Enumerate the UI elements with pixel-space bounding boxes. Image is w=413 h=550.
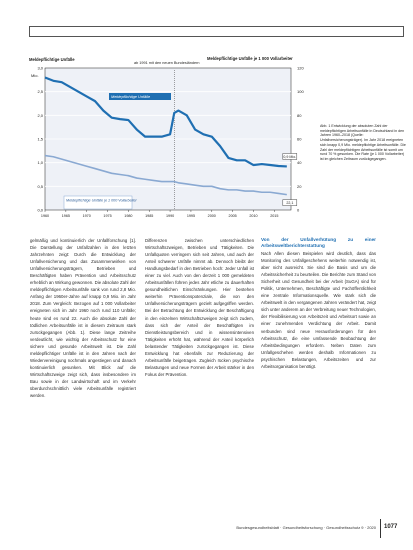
top-banner <box>29 26 404 37</box>
x-tick-label: 2010 <box>249 214 258 218</box>
x-tick-label: 1985 <box>145 214 154 218</box>
text-column-3 <box>261 237 376 370</box>
left-tick-label: 2,0 <box>37 112 43 118</box>
right-tick-label: 0 <box>297 207 300 213</box>
journal-footer: Bundesgesundheitsblatt · Gesundheitsforschung · Gesundheitsschutz 9 · 2020 <box>236 525 376 530</box>
left-tick-label: 1,0 <box>37 160 43 166</box>
x-tick-label: 2000 <box>207 214 216 218</box>
right-tick-label: 60 <box>297 136 302 142</box>
figure-caption: Abb. 1 Entwicklung der absoluten Zahl der meldepflichtigen Arbeitsunfälle in Deutschland in den Jahren 1960–2018 (Quelle: Unfallversicherungsträger). Im Jahr 2018 ereigneten sich knapp 0,9 Mio. meldepflichtige Arbeitsunfälle. Die Zahl der meldepflichtigen Arbeitsunfälle ist somit um rund 70 % gesunken. Die Rate (je 1 000 Vollarbeiter) ist im gleichen Zeitraum zurückgegangen. <box>320 124 406 161</box>
right-tick-label: 100 <box>297 89 304 95</box>
right-axis-title: Meldepflichtige Unfälle je 1 000 Vollarbeiter <box>207 56 293 61</box>
accident-chart <box>29 52 319 227</box>
left-tick-label: 0,5 <box>37 183 43 189</box>
footer-divider <box>380 519 381 538</box>
right-tick-label: 120 <box>297 65 304 71</box>
page-number: 1077 <box>384 524 398 530</box>
x-tick-label: 1980 <box>124 214 133 218</box>
x-tick-label: 1990 <box>165 214 175 218</box>
x-tick-label: 1975 <box>103 214 112 218</box>
x-tick-label: 1995 <box>186 214 196 218</box>
column-2-text: Differenzen zwischen unterschiedlichen Wirtschaftszweigen, Betrieben und Tätigkeiten. Die Unfallquoten verringern sich seit Jahren, und auch der Anteil schwerer Unfälle nimmt ab. Dennoch bleibt der Handlungsbedarf in den Betrieben hoch: Jeder Unfall ist einer zu viel. Auch von den derzeit 1 000 gemeldeten Arbeitsunfällen führen jedes Jahr etliche zu dauerhaften gesundheitlichen Einschränkungen. Hier bestehen weiterhin Präventionspotenziale, die von den Unfallversicherungsträgern gezielt aufgegriffen werden. Bei der Betrachtung der Entwicklung der Beschäftigung in den einzelnen Wirtschaftszweigen zeigt sich zudem, dass sich der Anteil der Beschäftigten im Dienstleistungsbereich und in wissensintensiven Tätigkeiten erhöht hat, während der Anteil körperlich belastender Tätigkeiten zurückgegangen ist. Diese Entwicklung hat ebenfalls zur Reduzierung der Arbeitsunfälle beigetragen. Zugleich rücken psychische Belastungen und neue Formen der Arbeit stärker in den Fokus der Prävention. <box>145 238 254 377</box>
x-tick-label: 1970 <box>82 214 91 218</box>
column-3-text: Nach Allen diesen Beispielen wird deutlich, dass das Monitoring des Unfallgeschehens weiterhin notwendig ist, aber nicht ausreicht. Sie sind die Basis und um die Arbeitssicherheit zu beurteilen. Die Berichte zum Stand von Sicherheit und Gesundheit bei der Arbeit (SuGA) sind für Politik, Unternehmen, Beschäftigte und Fachöffentlichkeit eine zentrale Informationsquelle. Wie stark sich die Arbeitswelt in den vergangenen Jahren verändert hat, zeigt sich unter anderem an der Verbreitung neuer Technologien, der Flexibilisierung von Arbeitszeit und Arbeitsort sowie an einer zunehmenden Verdichtung der Arbeit. Damit verbunden sind neue Herausforderungen für den Arbeitsschutz, die eine umfassende Beobachtung der Arbeitsbedingungen erfordern. Neben Daten zum Unfallgeschehen werden deshalb Informationen zu psychischen Belastungen, Arbeitszeiten und zur Arbeitsorganisation benötigt. <box>261 251 376 369</box>
reunification-note: ab 1991 mit den neuen Bundesländern <box>134 61 200 65</box>
right-series-label <box>64 196 138 209</box>
text-column-2 <box>145 237 254 378</box>
left-tick-label: 0,0 <box>37 207 43 213</box>
left-tick-label: 3,0 <box>37 65 43 71</box>
section-heading: Von der Unfallverhütung zu einer Arbeitsweltberichterstattung <box>261 237 376 248</box>
svg-text:Meldepflichtige Unfälle je 1 0: Meldepflichtige Unfälle je 1 000 Vollarbeiter <box>66 198 137 203</box>
column-1-text: gelmäßig und kontinuierlich der Unfallforschung [1]. Die Darstellung der Unfallzahlen in den letzten Jahrzehnten zeigt: Durch die Entwicklung der Unfallversicherung und das Zusammenwirken von Unfallversicherungsträgern, Betrieben und Beschäftigten haben Prävention und Arbeitsschutz erheblich an Wirkung gewonnen. Die absolute Zahl der meldepflichtigen Arbeitsunfälle sank von rund 2,8 Mio. Anfang der 1960er-Jahre auf knapp 0,9 Mio. im Jahr 2018. Zum Vergleich: Bezogen auf 1 000 Vollarbeiter ereigneten sich im Jahr 1960 noch rund 110 Unfälle; heute sind es rund 22. Auch die absolute Zahl der tödlichen Arbeitsunfälle ist in diesem Zeitraum stark zurückgegangen (Abb. 1). Diese lange Zeitreihe verdeutlicht, wie wichtig der Arbeitsschutz für eine sichere und gesunde Arbeitswelt ist. Die Zahl meldepflichtiger Unfälle ist in den Jahren nach der Wiedervereinigung nochmals angestiegen und danach kontinuierlich gesunken. Mit Blick auf die Wirtschaftszweige zeigt sich, dass insbesondere im Bau sowie in der Landwirtschaft und im Verkehr überdurchschnittlich viele Arbeitsunfälle registriert werden. <box>30 238 136 399</box>
x-tick-label: 2005 <box>228 214 237 218</box>
end-value-label: 0,9 Mio. <box>283 154 297 159</box>
left-tick-label: 2,5 <box>37 89 43 95</box>
left-axis-title: Meldepflichtige Unfälle <box>29 57 75 62</box>
left-tick-label: 1,5 <box>37 136 43 142</box>
x-tick-label: 2015 <box>270 214 279 218</box>
right-tick-label: 20 <box>297 183 302 189</box>
right-tick-label: 80 <box>297 112 302 118</box>
left-axis-unit: Mio. <box>31 73 39 78</box>
end-value-label: 22,1 <box>286 201 294 206</box>
left-series-label <box>109 93 171 100</box>
text-column-1 <box>30 237 136 399</box>
right-tick-label: 40 <box>297 160 302 166</box>
chart-svg <box>29 52 319 227</box>
svg-text:Meldepflichtige Unfälle: Meldepflichtige Unfälle <box>111 94 151 100</box>
x-tick-label: 1965 <box>61 214 70 218</box>
x-tick-label: 1960 <box>40 214 50 218</box>
